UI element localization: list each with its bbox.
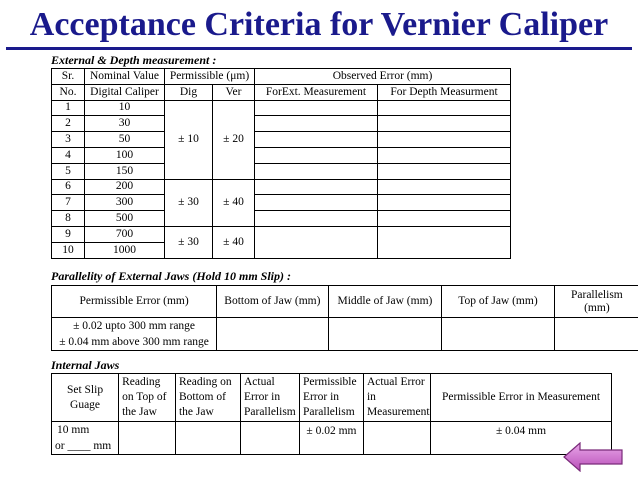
cell-ext-entry[interactable] (255, 179, 378, 195)
header-permpar-line3: Parallelism (302, 406, 355, 418)
header-reading-top (119, 374, 176, 422)
header-ext-measurement: ForExt. Measurement (255, 84, 378, 100)
internal-jaws-table (51, 373, 612, 455)
header-depth-measurement: For Depth Measurment (378, 84, 511, 100)
cell-depth-entry[interactable] (378, 116, 511, 132)
cell-parallelism-entry[interactable] (554, 318, 638, 351)
cell-nominal: 10 (85, 100, 165, 116)
cell-depth-entry[interactable] (378, 132, 511, 148)
cell-depth-entry[interactable] (378, 179, 511, 195)
cell-nominal: 1000 (85, 242, 165, 258)
cell-depth-entry[interactable] (378, 100, 511, 116)
cell-permissible-error (52, 318, 217, 351)
cell-reading-top-entry[interactable] (119, 422, 176, 455)
table-row (52, 116, 511, 132)
header-parallelism-line1: Parallelism (571, 288, 623, 301)
header-permpar-line1: Permissible (302, 376, 357, 388)
table-header-row (52, 374, 612, 422)
cell-nominal: 300 (85, 195, 165, 211)
cell-sr: 3 (52, 132, 85, 148)
left-arrow-icon[interactable] (563, 442, 624, 472)
header-actmeas-line2: in (366, 391, 376, 403)
cell-actual-measurement-entry[interactable] (363, 422, 430, 455)
header-rtop-line2: on Top of (122, 391, 167, 403)
cell-top-entry[interactable] (442, 318, 555, 351)
table-row (52, 147, 511, 163)
header-rtop-line1: Reading (122, 376, 161, 388)
cell-sr: 5 (52, 163, 85, 179)
cell-sr: 10 (52, 242, 85, 258)
cell-ext-entry[interactable] (255, 147, 378, 163)
header-digital-caliper: Digital Caliper (85, 84, 165, 100)
cell-nominal: 150 (85, 163, 165, 179)
cell-sr: 2 (52, 116, 85, 132)
perm-line-1: ± 0.02 upto 300 mm range (73, 320, 196, 332)
cell-dig-group-2: ± 30 (165, 179, 213, 226)
cell-dig-group-3: ± 30 (165, 226, 213, 258)
header-permpar-line2: Error in (302, 391, 340, 403)
table-row (52, 163, 511, 179)
header-slip-line2: Guage (70, 398, 101, 411)
header-actual-error-parallelism (241, 374, 300, 422)
table-row (52, 195, 511, 211)
header-observed: Observed Error (mm) (255, 69, 511, 85)
header-rtop-line3: the Jaw (122, 406, 157, 418)
cell-ext-entry[interactable] (255, 226, 378, 258)
cell-ver-group-2: ± 40 (213, 179, 255, 226)
cell-ext-entry[interactable] (255, 116, 378, 132)
page-title: Acceptance Criteria for Vernier Caliper (29, 6, 609, 43)
cell-ext-entry[interactable] (255, 100, 378, 116)
header-parallelism (554, 286, 638, 318)
cell-depth-entry[interactable] (378, 211, 511, 227)
table-row (52, 211, 511, 227)
cell-nominal: 200 (85, 179, 165, 195)
cell-ext-entry[interactable] (255, 132, 378, 148)
header-permissible-error: Permissible Error (mm) (52, 286, 217, 318)
header-parallelism-line2: (mm) (584, 301, 610, 314)
header-actmeas-line3: Measurement (366, 406, 430, 418)
table-row (52, 318, 638, 351)
cell-ver-group-3: ± 40 (213, 226, 255, 258)
cell-sr: 1 (52, 100, 85, 116)
cell-reading-bottom-entry[interactable] (175, 422, 240, 455)
header-top-of-jaw: Top of Jaw (mm) (442, 286, 555, 318)
cell-nominal: 30 (85, 116, 165, 132)
header-actual-line3: Parallelism (244, 406, 296, 418)
cell-nominal: 100 (85, 147, 165, 163)
header-middle-of-jaw: Middle of Jaw (mm) (328, 286, 442, 318)
cell-nominal: 500 (85, 211, 165, 227)
table-row (52, 422, 612, 455)
header-actmeas-line1: Actual Error (366, 376, 425, 388)
header-ver: Ver (213, 84, 255, 100)
header-set-slip-gauge (52, 374, 119, 422)
cell-bottom-entry[interactable] (217, 318, 328, 351)
cell-ext-entry[interactable] (255, 211, 378, 227)
cell-ext-entry[interactable] (255, 195, 378, 211)
header-slip-line1: Set Slip (66, 383, 104, 396)
section-heading-internal-jaws: Internal Jaws (51, 358, 120, 372)
parallelity-table (51, 285, 638, 351)
section-heading-parallelity: Parallelity of External Jaws (Hold 10 mm Slip) : (51, 269, 291, 283)
title-underline (6, 47, 632, 50)
table-row (52, 226, 511, 242)
cell-sr: 9 (52, 226, 85, 242)
header-nominal: Nominal Value (85, 69, 165, 85)
slip-line1: 10 mm (57, 424, 90, 436)
header-bottom-of-jaw: Bottom of Jaw (mm) (217, 286, 328, 318)
header-rbot-line1: Reading on (178, 376, 232, 388)
cell-nominal: 700 (85, 226, 165, 242)
cell-permissible-parallelism: ± 0.02 mm (299, 422, 363, 455)
header-permissible-error-measurement: Permissible Error in Measurement (431, 374, 612, 422)
cell-depth-entry[interactable] (378, 163, 511, 179)
table-subheader-row (52, 84, 511, 100)
slip-line2: or ____ mm (55, 440, 112, 452)
header-rbot-line3: the Jaw (178, 406, 214, 418)
table-header-row (52, 286, 638, 318)
cell-depth-entry[interactable] (378, 195, 511, 211)
cell-depth-entry[interactable] (378, 147, 511, 163)
header-permissible: Permissible (μm) (165, 69, 255, 85)
header-permissible-error-parallelism (299, 374, 363, 422)
cell-sr: 8 (52, 211, 85, 227)
cell-actual-parallelism-entry[interactable] (241, 422, 300, 455)
cell-sr: 4 (52, 147, 85, 163)
header-reading-bottom (175, 374, 240, 422)
section-heading-external-depth: External & Depth measurement : (51, 53, 217, 67)
cell-ext-entry[interactable] (255, 163, 378, 179)
header-actual-error-measurement (363, 374, 430, 422)
cell-depth-entry[interactable] (378, 226, 511, 258)
table-row (52, 132, 511, 148)
table-header-row (52, 69, 511, 85)
header-dig: Dig (165, 84, 213, 100)
cell-sr: 6 (52, 179, 85, 195)
cell-set-slip (52, 422, 119, 455)
cell-nominal: 50 (85, 132, 165, 148)
cell-sr: 7 (52, 195, 85, 211)
header-actual-line1: Actual (244, 376, 275, 388)
header-no: No. (52, 84, 85, 100)
cell-permissible-measurement: ± 0.04 mm (431, 422, 612, 455)
cell-dig-group-1: ± 10 (165, 100, 213, 179)
external-depth-table (51, 68, 511, 259)
header-sr: Sr. (52, 69, 85, 85)
cell-ver-group-1: ± 20 (213, 100, 255, 179)
table-row (52, 179, 511, 195)
cell-middle-entry[interactable] (328, 318, 442, 351)
header-actual-line2: Error in (244, 391, 281, 403)
header-rbot-line2: Bottom of (178, 391, 226, 403)
table-row (52, 100, 511, 116)
perm-line-2: ± 0.04 mm above 300 mm range (59, 336, 209, 348)
